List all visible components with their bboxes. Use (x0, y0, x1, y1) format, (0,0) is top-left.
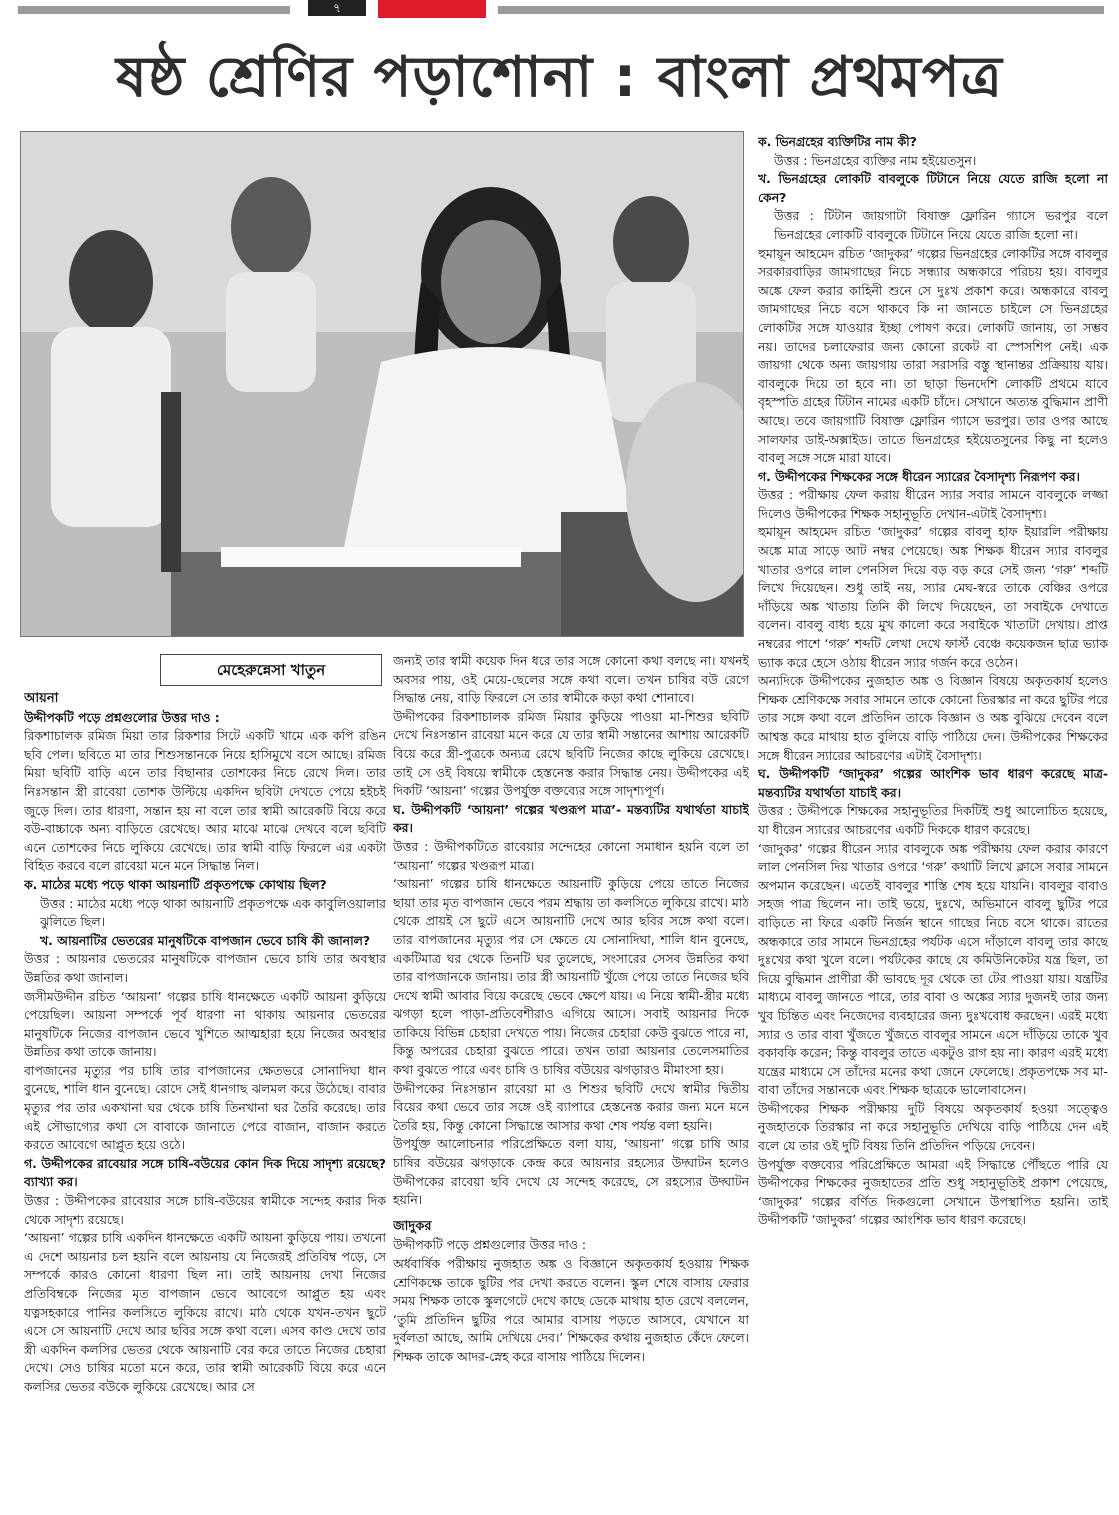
page-number: ৭ (308, 0, 366, 16)
column-3-body (758, 133, 1108, 1511)
top-rule-right (498, 6, 1104, 14)
paragraph: ‘জাদুকর’ গল্পের ধীরেন স্যার বাবলুকে অঙ্ক পরীক্ষায় ফেল করার কারণে লাল পেনসিল দিয় খাতার ওপরে ‘গরু’ কথাটি লিখে ক্লাসে সবার সামনে অপমান করেছেন। এতেই বাবলুর শাস্তি শেষ হয়ে যায়নি। বাবলুর বাবাও সহজ পাত্র ছিলেন না। তাই ভয়ে, দুঃখে, অভিমানে বাবলু ছুটির পরে বাড়িতে না ফিরে একটি নির্জন স্থানে গাছের নিচে বসে থাকে। রাতের অন্ধকারে তার সামনে ভিনগ্রহের পর্যটক এসে দাঁড়ালে বাবলু তার কাছে দুঃখের কথা খুলে বলে। পর্যটকের কাছে যে কমিউনিকেটর যন্ত্র ছিল, তা দিয়ে বুদ্ধিমান প্রাণীরা কী ভাবছে দূর থেকে তা টের পাওয়া যায়। যন্ত্রটির মাধ্যমে বাবলু জানতে পারে, তার বাবা ও অঙ্কের স্যার দুজনই তার জন্য খুব চিন্তিত এবং নিজেদের ব্যবহারের জন্য দুঃখবোধ করছেন। এরই মধ্যে স্যার ও তার বাবা খুঁজতে খুঁজতে বাবলুর সামনে এসে দাঁড়িয়ে তাকে খুব বকাবকি করেন; কিন্তু বাবলুর তাতে একটুও রাগ হয় না। কারণ এরই মধ্যে যন্ত্রের মাধ্যমে সে তাঁদের মনের কথা জেনে ফেলেছে। প্রকৃতপক্ষে সব মা-বাবা তাঁদের সন্তানকে এবং শিক্ষক ছাত্রকে ভালোবাসেন। (758, 840, 1108, 1098)
question-ga: গ. উদ্দীপকের শিক্ষকের সঙ্গে ধীরেন স্যারের বৈসাদৃশ্য নিরূপণ কর। (758, 468, 1080, 484)
paragraph: বাপজানের মৃত্যুর পর চাষি তার বাপজানের ক্ষেতভরে সোনাদিঘা ধান বুনেছে, শালি ধান বুনেছে। রোদে সেই ধানগাছ ঝলমল করে উঠেছে। বাবার মৃত্যুর পর তার একখানা ঘর থেকে চাষি তিনখানা ঘর তৈরি করেছে। তার এই সৌভাগ্যের কথা সে বাবাকে জানাতে পেরে বাজান, বাজান করতে করতে আবেগে আপ্লুত হয়ে ওঠে। (24, 1062, 386, 1153)
top-rule-left (18, 6, 290, 14)
answer-kha: উত্তর : টিটান জায়গাটা বিষাক্ত ফ্লোরিন গ্যাসে ভরপুর বলে ভিনগ্রহের লোকটি বাবলুকে টিটানে নিয়ে যেতে রাজি হলো না। (774, 208, 1108, 242)
section-title-ayna: আয়না (24, 691, 59, 706)
answer-gha: উত্তর : উদ্দীপকে শিক্ষকের সহানুভূতির দিকটিই শুধু আলোচিত হয়েছে, যা ধীরেন স্যারের আচরণের একটি দিককে ধারণ করেছে। (758, 803, 1108, 837)
column-3 (758, 133, 1108, 1511)
question-ka: ক. মাঠের মধ্যে পড়ে থাকা আয়নাটি প্রকৃতপক্ষে কোথায় ছিল? (24, 876, 327, 892)
stimulus-paragraph: অর্ধবার্ষিক পরীক্ষায় নুজহাত অঙ্ক ও বিজ্ঞানে অকৃতকার্য হওয়ায় শিক্ষক শ্রেণিকক্ষে তাকে ছুটির পর দেখা করতে বলেন। স্কুল শেষে বাসায় ফেরার সময় শিক্ষক তাকে স্কুলগেটে দেখে কাছে ডেকে মাথায় হাত রেখে বললেন, ‘তুমি প্রতিদিন ছুটির পরে আমার বাসায় পড়তে আসবে, যেখানে যা দুর্বলতা আছে, আমি দেখিয়ে দেব।’ শিক্ষকের কথায় নুজহাত কেঁদে ফেলে। শিক্ষক তাকে আদর-স্নেহ করে বাসায় পাঠিয়ে দিলেন। (393, 1256, 749, 1364)
instruction: উদ্দীপকটি পড়ে প্রশ্নগুলোর উত্তর দাও : (393, 1237, 587, 1253)
top-bar (0, 0, 1119, 20)
paragraph: উপর্যুক্ত আলোচনার পরিপ্রেক্ষিতে বলা যায়, ‘আয়না’ গল্পে চাষি আর চাষির বউয়ের ঝগড়াকে কেন্দ্র করে আয়নার রহস্যের উদ্ঘাটন হলেও উদ্দীপকের রাবেয়া ছবি দেখে যে সন্দেহ করেছে, সে রহস্যের উদ্ঘাটন হয়নি। (393, 1136, 749, 1208)
column-2-body (393, 652, 749, 1512)
paragraph: জন্যই তার স্বামী কয়েক দিন ধরে তার সঙ্গে কোনো কথা বলছে না। যখনই অবসর পায়, ওই মেয়ে-ছেলের সঙ্গে কথা বলে। তখন চাষির বউ রেগে সিদ্ধান্ত নেয়, বাড়ি ফিরলে সে তার স্বামীকে কড়া কথা শোনাবে। (393, 653, 749, 706)
paragraph: উদ্দীপকের রিকশাচালক রমিজ মিয়ার কুড়িয়ে পাওয়া মা-শিশুর ছবিটি দেখে নিঃসন্তান রাবেয়া মনে করে যে তার স্বামী সন্তানের আশায় আরেকটি বিয়ে করে স্ত্রী-পুত্রকে অন্যত্র রেখে ছবিটি নিজের কাছে লুকিয়ে রেখেছে। তাই সে ওই বিষয়ে স্বামীকে হেস্তনেস্ত করার সিদ্ধান্ত নেয়। উদ্দীপকের এই দিকটি ‘আয়না’ গল্পের উপর্যুক্ত বক্তব্যের সঙ্গে সাদৃশ্যপূর্ণ। (393, 708, 749, 799)
column-1-body (24, 690, 386, 1512)
answer-ka: উত্তর : মাঠের মধ্যে পড়ে থাকা আয়নাটি প্রকৃতপক্ষে এক কাবুলিওয়ালার ঝুলিতে ছিল। (40, 895, 386, 930)
section-flag (378, 0, 486, 18)
question-gha: ঘ. উদ্দীপকটি ‘জাদুকর’ গল্পের আংশিক ভাব ধারণ করেছে মাত্র- মন্তব্যটির যথার্থতা যাচাই কর। (758, 766, 1108, 800)
question-gha: ঘ. উদ্দীপকটি ‘আয়না’ গল্পের খণ্ডরূপ মাত্র’- মন্তব্যটির যথার্থতা যাচাই কর। (393, 801, 749, 836)
students-exam-photo (20, 131, 744, 637)
byline: মেহেরুন্নেসা খাতুন (160, 654, 382, 686)
stimulus-paragraph: রিকশাচালক রমিজ মিয়া তার রিকশার সিটে একটি খামে এক কপি রঙিন ছবি পেল। ছবিতে মা তার শিশুসন্তানকে নিয়ে হাসিমুখে বসে আছে। রমিজ মিয়া ছবিটি বাড়ি এনে তার বিছানার তোশকের নিচে রেখে দিল। তার নিঃসন্তান স্ত্রী রাবেয়া তোশক উল্টিয়ে একদিন ছবিটা দেখতে পেয়ে হইচই জুড়ে দিল। তার ধারণা, সন্তান হয় না বলে তার স্বামী আরেকটি বিয়ে করে বউ-বাচ্চাকে অন্য বাড়িতে রেখেছে। আর মাঝে মাঝে দেখবে বলে ছবিটি এনে তোশকের নিচে লুকিয়ে রেখেছে। তার স্বামী বাড়ি ফিরলে এর একটা বিহিত করবে বলে রাবেয়া মনে মনে সিদ্ধান্ত নিল। (24, 728, 386, 874)
question-kha: খ. ভিনগ্রহের লোকটি বাবলুকে টিটানে নিয়ে যেতে রাজি হলো না কেন? (758, 171, 1108, 205)
paragraph: হুমায়ূন আহমেদ রচিত ‘জাদুকর’ গল্পের ভিনগ্রহের লোকটির সঙ্গে বাবলুর সরকারবাড়ির জামগাছের নিচে সন্ধ্যার অন্ধকারে পরিচয় হয়। বাবলুর অঙ্কে ফেল করার কাহিনী শুনে সে দুঃখ প্রকাশ করে। অন্ধকারে বাবলু জামগাছের নিচে বসে থাকবে কি না জানতে চাইলে সে ভিনগ্রহের লোকটির সঙ্গে যাওয়ার ইচ্ছা পোষণ করে। লোকটি জানায়, তা সম্ভব নয়। তাদের চলাফেরার জন্য কোনো রকেট বা স্পেসশিপ নেই। এক জায়গা থেকে অন্য জায়গায় তারা সরাসরি বস্তু স্থানান্তর প্রক্রিয়ায় যায়। বাবলুকে দিয়ে তা হবে না। তা ছাড়া ভিনদেশি লোকটি প্রথমে যাবে বৃহস্পতি গ্রহের টিটান নামের একটি চাঁদে। সেখানে অত্যন্ত বুদ্ধিমান প্রাণী আছে। তবে জায়গাটি বিষাক্ত ফ্লোরিন গ্যাসে ভরপুর। তার ওপর আছে সালফার ডাই-অক্সাইড। তাতে ভিনগ্রহের হইয়েতসুনের কিছু না হলেও বাবলু সঙ্গে সঙ্গে মারা যাবে। (758, 245, 1108, 466)
question-kha: খ. আয়নাটির ভেতরের মানুষটিকে বাপজান ভেবে চাষি কী জানাল? (40, 932, 371, 948)
paragraph: উদ্দীপকের শিক্ষক পরীক্ষায় দুটি বিষয়ে অকৃতকার্য হওয়া সত্ত্বেও নুজহাতকে তিরস্কার না করে সহানুভূতি দেখিয়ে বাড়ি পাঠিয়ে দেন এই বলে যে তার ওই দুটি বিষয় তিনি প্রতিদিন পড়িয়ে দেবেন। (758, 1100, 1108, 1154)
answer-ga: উত্তর : পরীক্ষায় ফেল করায় ধীরেন স্যার সবার সামনে বাবলুকে লজ্জা দিলেও উদ্দীপকের শিক্ষক সহানুভূতি দেখান-এটাই বৈসাদৃশ্য। (758, 487, 1108, 521)
paragraph: উপর্যুক্ত বক্তব্যের পরিপ্রেক্ষিতে আমরা এই সিদ্ধান্তে পৌঁছতে পারি যে উদ্দীপকের শিক্ষকের নুজহাতের প্রতি শুধু সহানুভূতিই প্রকাশ পেয়েছে, ‘জাদুকর’ গল্পের বর্ণিত দিকগুলো সেখানে উপস্থাপিত হয়নি। তাই উদ্দীপকটি ‘জাদুকর’ গল্পের আংশিক ভাব ধারণ করেছে। (758, 1156, 1108, 1228)
answer-kha: উত্তর : আয়নার ভেতরের মানুষটিকে বাপজান ভেবে চাষি তার অবস্থার উন্নতির কথা জানাল। (24, 951, 386, 985)
instruction: উদ্দীপকটি পড়ে প্রশ্নগুলোর উত্তর দাও : (24, 709, 220, 725)
section-title-jadukor: জাদুকর (393, 1218, 432, 1234)
question-ga: গ. উদ্দীপকের রাবেয়ার সঙ্গে চাষি-বউয়ের কোন দিক দিয়ে সাদৃশ্য রয়েছে? ব্যাখ্যা কর। (24, 1155, 386, 1190)
page-title: ষষ্ঠ শ্রেণির পড়াশোনা : বাংলা প্রথমপত্র (116, 45, 1003, 110)
answer-ga: উত্তর : উদ্দীপকের রাবেয়ার সঙ্গে চাষি-বউয়ের স্বামীকে সন্দেহ করার দিক থেকে সাদৃশ্য রয়েছে। (24, 1193, 386, 1227)
paragraph: অন্যদিকে উদ্দীপকের নুজহাত অঙ্ক ও বিজ্ঞান বিষয়ে অকৃতকার্য হলেও শিক্ষক শ্রেণিকক্ষে সবার সামনে তাকে কোনো তিরস্কার না করে ছুটির পরে তার সঙ্গে কথা বলে প্রতিদিন তাকে বিজ্ঞান ও অঙ্ক বুঝিয়ে দেবেন বলে আশ্বস্ত করে মাথায় হাত বুলিয়ে বাড়ি পাঠিয়ে দেন। উদ্দীপকের শিক্ষকের সঙ্গে ধীরেন স্যারের আচরণের এটাই বৈসাদৃশ্য। (758, 673, 1108, 763)
column-2 (393, 652, 749, 1512)
question-ka: ক. ভিনগ্রহের ব্যক্তিটির নাম কী? (758, 134, 917, 149)
paragraph: ‘আয়না’ গল্পের চাষি ধানক্ষেতে আয়নাটি কুড়িয়ে পেয়ে তাতে নিজের ছায়া তার মৃত বাপজান ভেবে পরম শ্রদ্ধায় তা কলসিতে লুকিয়ে রাখে। মাঠ থেকে প্রায়ই সে ছুটে এসে আয়নাটি দেখে আর ছবির সঙ্গে কথা বলে। তার বাপজানের মৃত্যুর পর সে ক্ষেতে যে সোনাদিঘা, শালি ধান বুনেছে, একটিমাত্র ঘর থেকে তিনটি ঘর তুলেছে, সংসারের সেসব উন্নতির কথা তার বাপজানকে জানায়। তার স্ত্রী আয়নাটি খুঁজে পেয়ে তাতে নিজের ছবি দেখে স্বামী আবার বিয়ে করেছে ভেবে ক্ষেপে যায়। এ নিয়ে স্বামী-স্ত্রীর মধ্যে ঝগড়া হলে পাড়া-প্রতিবেশীরাও এগিয়ে আসে। সবাই আয়নার দিকে তাকিয়ে বিভিন্ন চেহারা দেখতে পায়। নিজের চেহারা কেউ বুঝতে পারে না, কিন্তু অপরের চেহারা বুঝতে পারে। তখন তারা আয়নার তেলেসমাতির কথা বুঝতে পারে এবং চাষি ও চাষির বউয়ের ঝগড়ারও মীমাংসা হয়। (393, 876, 749, 1078)
column-1 (24, 690, 386, 1512)
answer-gha: উত্তর : উদ্দীপকটিতে রাবেয়ার সন্দেহের কোনো সমাধান হয়নি বলে তা ‘আয়না’ গল্পের খণ্ডরূপ মাত্র। (393, 838, 749, 873)
paragraph: ‘আয়না’ গল্পের চাষি একদিন ধানক্ষেতে একটি আয়না কুড়িয়ে পায়। তখনো এ দেশে আয়নার চল হয়নি বলে আয়নায় যে নিজেরই প্রতিবিম্ব পড়ে, সে সম্পর্কে কারও কোনো ধারণা ছিল না। তাই আয়নায় দেখা নিজের প্রতিবিম্বকে নিজের মৃত বাপজান ভেবে আবেগে আপ্লুত হয় এবং যত্নসহকারে পানির কলসিতে লুকিয়ে রাখে। মাঠ থেকে যখন-তখন ছুটে এসে সে আয়নাটি দেখে আর ছবির সঙ্গে কথা বলে। এসব কাণ্ড দেখে তার স্ত্রী একদিন কলসির ভেতর থেকে আয়নাটি বের করে তাতে নিজের চেহারা দেখে। সেও চাষির মতো মনে করে, তার স্বামী আরেকটি বিয়ে করে এনে কলসির ভেতর বউকে লুকিয়ে রেখেছে। আর সে (24, 1230, 386, 1394)
answer-ka: উত্তর : ভিনগ্রহের ব্যক্তির নাম হইয়েতসুন। (774, 152, 977, 168)
paragraph: হুমায়ূন আহমেদ রচিত ‘জাদুকর’ গল্পের বাবলু হাফ ইয়ারলি পরীক্ষায় অঙ্কে মাত্র সাড়ে আট নম্বর পেয়েছে। অঙ্ক শিক্ষক ধীরেন স্যার বাবলুর খাতার ওপরে লাল পেনসিল দিয়ে বড় বড় করে সেই জন্য ‘গরু’ শব্দটি লিখে দিয়েছেন। শুধু তাই নয়, স্যার মেঘ-স্বরে তাকে বেঞ্চির ওপরে দাঁড়িয়ে অঙ্ক খাতায় তিনি কী লিখে দিয়েছেন, তা সবাইকে দেখাতে বলেন। বাবলু বাধ্য হয়ে মুখ কালো করে সবাইকে খাতাটা দেখায়। প্রাপ্ত নম্বরের পাশে ‘গরু’ শব্দটি লেখা দেখে ফার্স্ট বেঞ্চে কয়েকজন ছাত্র ভ্যাক ভ্যাক করে হেসে ওঠায় ধীরেন স্যার গর্জন করে ওঠেন। (758, 524, 1108, 670)
photo-illustration (21, 132, 743, 636)
paragraph: জসীমউদ্দীন রচিত ‘আয়না’ গল্পের চাষি ধানক্ষেতে একটি আয়না কুড়িয়ে পেয়েছিল। আয়না সম্পর্কে পূর্ব ধারণা না থাকায় আয়নার ভেতরের মানুষটিকে নিজের বাপজান ভেবে খুশিতে আত্মহারা হয়ে নিজের অবস্থার উন্নতির কথা তাকে জানায়। (24, 988, 386, 1060)
paragraph: উদ্দীপকের নিঃসন্তান রাবেয়া মা ও শিশুর ছবিটি দেখে স্বামীর দ্বিতীয় বিয়ের কথা ভেবে তার সঙ্গে ওই ব্যাপারে হেস্তনেস্ত করার জন্য মনে মনে তৈরি হয়, কিন্তু কোনো সিদ্ধান্তে আসার কথা শেষ পর্যন্ত বলা হয়নি। (393, 1080, 749, 1133)
